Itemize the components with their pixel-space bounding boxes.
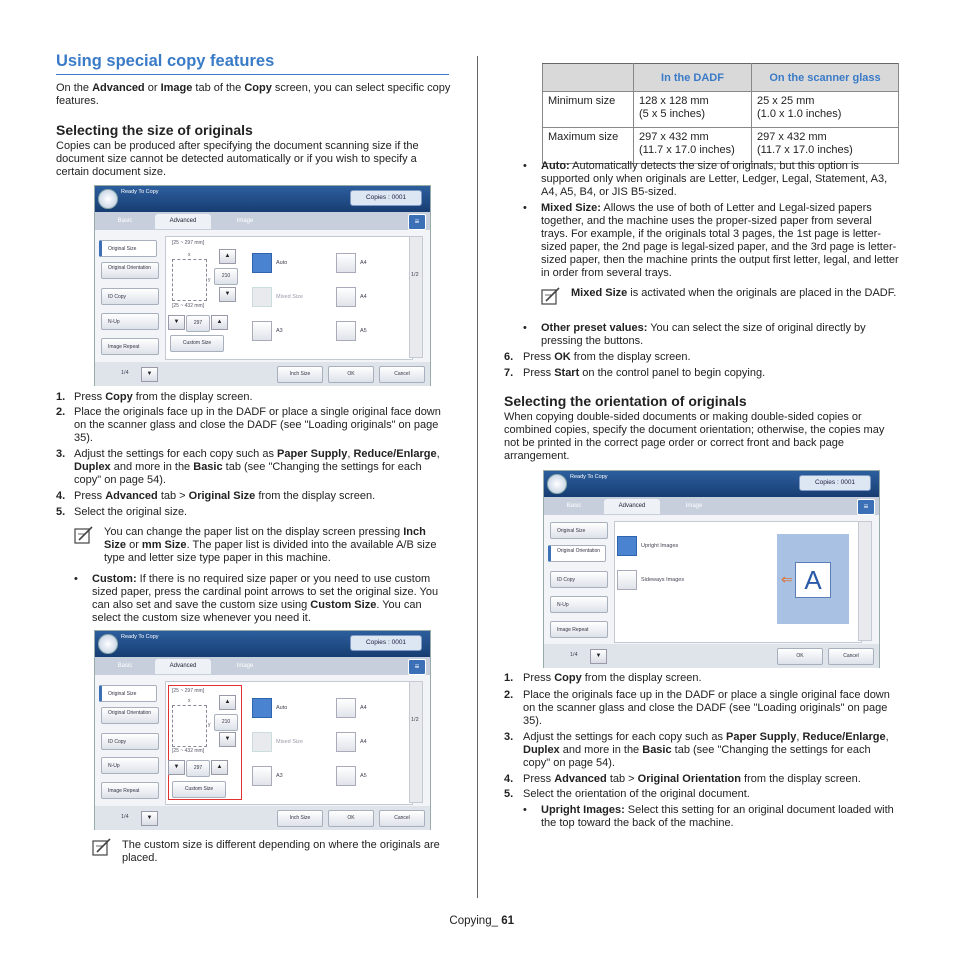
a4-option[interactable] bbox=[336, 698, 356, 718]
auto-label: Auto bbox=[276, 260, 288, 266]
ok-button[interactable]: OK bbox=[777, 648, 823, 665]
ready-status: Ready To Copy bbox=[121, 634, 159, 640]
n-up-button[interactable]: N-Up bbox=[550, 596, 608, 613]
x-label: x bbox=[188, 252, 191, 258]
intro-paragraph: On the Advanced or Image tab of the Copy screen, you can select specific copy features. bbox=[56, 82, 451, 107]
note-mixed-size: Mixed Size is activated when the originals are placed in the DADF. bbox=[571, 287, 897, 299]
range-y: [25 ~ 432 mm] bbox=[172, 303, 205, 309]
page-down-icon[interactable]: ▼ bbox=[590, 649, 607, 664]
sideways-images-option[interactable] bbox=[617, 570, 637, 590]
screen-footer bbox=[95, 362, 430, 386]
page-counter: 1/4 bbox=[121, 370, 129, 376]
range-x: [25 ~ 297 mm] bbox=[172, 240, 205, 246]
mixed-size-label: Mixed Size bbox=[276, 294, 303, 300]
scrollbar[interactable] bbox=[409, 681, 423, 803]
auto-option[interactable] bbox=[252, 698, 272, 718]
ready-status: Ready To Copy bbox=[121, 189, 159, 195]
a5-label: A5 bbox=[360, 773, 367, 779]
tab-basic[interactable]: Basic bbox=[117, 663, 133, 669]
sideways-images-label: Sideways Images bbox=[641, 577, 685, 583]
auto-bullet: Auto: Automatically detects the size of originals, but this option is supported only when originals are Letter, Ledger, Legal, Statement, A3, A4, A5, B4, or JIS B5-sized. bbox=[541, 160, 888, 198]
auto-option[interactable] bbox=[252, 253, 272, 273]
ok-button[interactable]: OK bbox=[328, 810, 374, 827]
section-desc-size: Copies can be produced after specifying the document scanning size if the document size cannot be detected automatically or if you wish to specify a certain document size. bbox=[56, 140, 419, 178]
a5-option[interactable] bbox=[336, 321, 356, 341]
custom-size-button[interactable]: Custom Size bbox=[170, 335, 224, 352]
screen-tabs bbox=[544, 497, 879, 515]
range-x: [25 ~ 297 mm] bbox=[172, 688, 205, 694]
image-repeat-button[interactable]: Image Repeat bbox=[550, 621, 608, 638]
mixed-size-option[interactable] bbox=[252, 732, 272, 752]
arrow-left-icon[interactable]: ▼ bbox=[168, 760, 185, 775]
orientation-panel bbox=[614, 521, 862, 643]
original-size-button[interactable]: Original Size bbox=[550, 522, 608, 539]
a3-option[interactable] bbox=[252, 321, 272, 341]
id-copy-button[interactable]: ID Copy bbox=[101, 733, 159, 750]
screen-tabs bbox=[95, 657, 430, 675]
copy-screen-custom-size bbox=[94, 630, 431, 830]
table-cell: 297 x 432 mm (11.7 x 17.0 inches) bbox=[634, 128, 752, 164]
screen-header bbox=[544, 471, 879, 497]
page-preview bbox=[172, 705, 207, 747]
custom-size-button[interactable]: Custom Size bbox=[172, 781, 226, 798]
copy-screen-original-size bbox=[94, 185, 431, 386]
tab-advanced[interactable]: Advanced bbox=[155, 214, 211, 229]
page-preview bbox=[172, 259, 207, 301]
tab-basic[interactable]: Basic bbox=[117, 218, 133, 224]
section-heading-size: Selecting the size of originals bbox=[56, 122, 253, 138]
inch-size-button[interactable]: Inch Size bbox=[277, 366, 323, 383]
section-desc-orientation: When copying double-sided documents or making double-sided copies or combined copies, specify the document orientation; otherwise, the copies may not be printed in the correct page order or correct front and back page arrangement. bbox=[504, 411, 885, 462]
size-panel bbox=[165, 681, 413, 805]
column-divider bbox=[477, 56, 478, 898]
bullet-dot: • bbox=[523, 202, 527, 214]
a4-label: A4 bbox=[360, 260, 367, 266]
page-footer: Copying_ 61 bbox=[449, 915, 514, 927]
arrow-up-icon[interactable]: ▲ bbox=[219, 695, 236, 710]
page-down-icon[interactable]: ▼ bbox=[141, 811, 158, 826]
id-copy-button[interactable]: ID Copy bbox=[550, 571, 608, 588]
note-custom-size: The custom size is different depending on where the originals are placed. bbox=[122, 839, 440, 864]
copies-counter[interactable]: Copies : 0001 bbox=[799, 475, 871, 491]
table-cell: Maximum size bbox=[543, 128, 634, 164]
screen-header bbox=[95, 186, 430, 212]
mixed-size-bullet: Mixed Size: Allows the use of both of Letter and Legal-sized papers together, and the machine uses the proper-sized paper from several trays. For example, if the originals total 3 pages, the 1st page is letter-sized paper, the 2nd page is legal-sized paper, and the 3rd page is letter-sized paper, then the machine prints the output first letter, legal, and letter in order from several trays. bbox=[541, 202, 899, 279]
arrow-down-icon[interactable]: ▼ bbox=[219, 732, 236, 747]
bullet-dot: • bbox=[74, 573, 78, 585]
orientation-preview bbox=[777, 534, 849, 624]
copies-counter[interactable]: Copies : 0001 bbox=[350, 190, 422, 206]
table-header-blank bbox=[543, 64, 634, 92]
upright-images-option[interactable] bbox=[617, 536, 637, 556]
home-icon[interactable] bbox=[98, 189, 118, 209]
bullet-dot: • bbox=[523, 160, 527, 172]
page-indicator: 1/2 bbox=[411, 717, 419, 723]
n-up-button[interactable]: N-Up bbox=[101, 757, 159, 774]
table-row bbox=[543, 92, 899, 128]
screen-header bbox=[95, 631, 430, 657]
size-table bbox=[542, 63, 899, 164]
a3-label: A3 bbox=[276, 773, 283, 779]
a4-landscape-label: A4 bbox=[360, 739, 367, 745]
a4-landscape-option[interactable] bbox=[336, 287, 356, 307]
mixed-size-option[interactable] bbox=[252, 287, 272, 307]
note-inch-mm: You can change the paper list on the display screen pressing Inch Size or mm Size. The paper list is divided into the available A/B size type and letter size type paper in this machine. bbox=[104, 526, 437, 564]
copy-screen-orientation bbox=[543, 470, 880, 668]
job-icon[interactable]: ≡ bbox=[408, 659, 426, 675]
table-row bbox=[543, 128, 899, 164]
a4-landscape-label: A4 bbox=[360, 294, 367, 300]
range-y: [25 ~ 432 mm] bbox=[172, 748, 205, 754]
table-header-glass: On the scanner glass bbox=[752, 64, 899, 92]
arrow-right-icon[interactable]: ▲ bbox=[211, 315, 228, 330]
page-indicator: 1/2 bbox=[411, 272, 419, 278]
bullet-dot: • bbox=[523, 804, 527, 816]
page-title: Using special copy features bbox=[56, 52, 275, 70]
arrow-right-icon[interactable]: ▲ bbox=[211, 760, 228, 775]
scrollbar[interactable] bbox=[858, 521, 872, 641]
tab-advanced[interactable]: Advanced bbox=[155, 659, 211, 674]
y-label: y bbox=[208, 722, 211, 728]
page-down-icon[interactable]: ▼ bbox=[141, 367, 158, 382]
home-icon[interactable] bbox=[98, 634, 118, 654]
n-up-button[interactable]: N-Up bbox=[101, 313, 159, 330]
screen-footer bbox=[95, 806, 430, 830]
upright-bullet: Upright Images: Select this setting for an original document loaded with the top toward the back of the machine. bbox=[541, 804, 894, 829]
a5-label: A5 bbox=[360, 328, 367, 334]
cancel-button[interactable]: Cancel bbox=[828, 648, 874, 665]
job-icon[interactable]: ≡ bbox=[857, 499, 875, 515]
x-value[interactable]: 210 bbox=[214, 268, 238, 285]
arrow-left-icon[interactable]: ▼ bbox=[168, 315, 185, 330]
screen-footer bbox=[544, 644, 879, 668]
inch-size-button[interactable]: Inch Size bbox=[277, 810, 323, 827]
page-counter: 1/4 bbox=[121, 814, 129, 820]
bullet-dot: • bbox=[523, 322, 527, 334]
a4-option[interactable] bbox=[336, 253, 356, 273]
tab-basic[interactable]: Basic bbox=[566, 503, 582, 509]
table-cell: 128 x 128 mm (5 x 5 inches) bbox=[634, 92, 752, 128]
table-cell: 297 x 432 mm (11.7 x 17.0 inches) bbox=[752, 128, 899, 164]
orientation-arrow-icon: ⇐ bbox=[781, 571, 793, 587]
section-heading-orientation: Selecting the orientation of originals bbox=[504, 393, 747, 409]
image-repeat-button[interactable]: Image Repeat bbox=[101, 338, 159, 355]
table-cell: 25 x 25 mm (1.0 x 1.0 inches) bbox=[752, 92, 899, 128]
note-icon bbox=[541, 287, 561, 305]
custom-bullet: Custom: If there is no required size paper or you need to use custom sized paper, press the cardinal point arrows to set the original size. You can also set and save the custom size using Custom Size. You can select the custom size whenever you need it. bbox=[92, 573, 439, 624]
arrow-up-icon[interactable]: ▲ bbox=[219, 249, 236, 264]
scrollbar[interactable] bbox=[409, 236, 423, 358]
page-counter: 1/4 bbox=[570, 652, 578, 658]
ready-status: Ready To Copy bbox=[570, 474, 608, 480]
preview-letter: A bbox=[795, 562, 831, 598]
y-value[interactable]: 297 bbox=[186, 760, 210, 777]
a3-label: A3 bbox=[276, 328, 283, 334]
original-orientation-button[interactable]: Original Orientation bbox=[101, 707, 159, 724]
ok-button[interactable]: OK bbox=[328, 366, 374, 383]
tab-advanced[interactable]: Advanced bbox=[604, 499, 660, 514]
tab-image[interactable]: Image bbox=[236, 663, 254, 669]
id-copy-button[interactable]: ID Copy bbox=[101, 288, 159, 305]
a4-landscape-option[interactable] bbox=[336, 732, 356, 752]
a5-option[interactable] bbox=[336, 766, 356, 786]
y-value[interactable]: 297 bbox=[186, 315, 210, 332]
job-icon[interactable]: ≡ bbox=[408, 214, 426, 230]
image-repeat-button[interactable]: Image Repeat bbox=[101, 782, 159, 799]
tab-image[interactable]: Image bbox=[685, 503, 703, 509]
original-size-button[interactable]: Original Size bbox=[99, 240, 157, 257]
x-value[interactable]: 210 bbox=[214, 714, 238, 731]
auto-label: Auto bbox=[276, 705, 288, 711]
table-header-dadf: In the DADF bbox=[634, 64, 752, 92]
tab-image[interactable]: Image bbox=[236, 218, 254, 224]
a3-option[interactable] bbox=[252, 766, 272, 786]
upright-images-label: Upright Images bbox=[641, 543, 679, 549]
table-cell: Minimum size bbox=[543, 92, 634, 128]
note-icon bbox=[92, 838, 112, 856]
original-orientation-button[interactable]: Original Orientation bbox=[548, 545, 606, 562]
x-label: x bbox=[188, 698, 191, 704]
screen-tabs bbox=[95, 212, 430, 230]
note-icon bbox=[74, 526, 94, 544]
title-divider bbox=[56, 74, 449, 75]
home-icon[interactable] bbox=[547, 474, 567, 494]
mixed-size-label: Mixed Size bbox=[276, 739, 303, 745]
original-orientation-button[interactable]: Original Orientation bbox=[101, 262, 159, 279]
size-panel bbox=[165, 236, 413, 360]
original-size-button[interactable]: Original Size bbox=[99, 685, 157, 702]
cancel-button[interactable]: Cancel bbox=[379, 366, 425, 383]
a4-label: A4 bbox=[360, 705, 367, 711]
y-label: y bbox=[208, 277, 211, 283]
cancel-button[interactable]: Cancel bbox=[379, 810, 425, 827]
arrow-down-icon[interactable]: ▼ bbox=[219, 287, 236, 302]
copies-counter[interactable]: Copies : 0001 bbox=[350, 635, 422, 651]
preset-bullet: Other preset values: You can select the size of original directly by pressing the buttons. bbox=[541, 322, 866, 347]
